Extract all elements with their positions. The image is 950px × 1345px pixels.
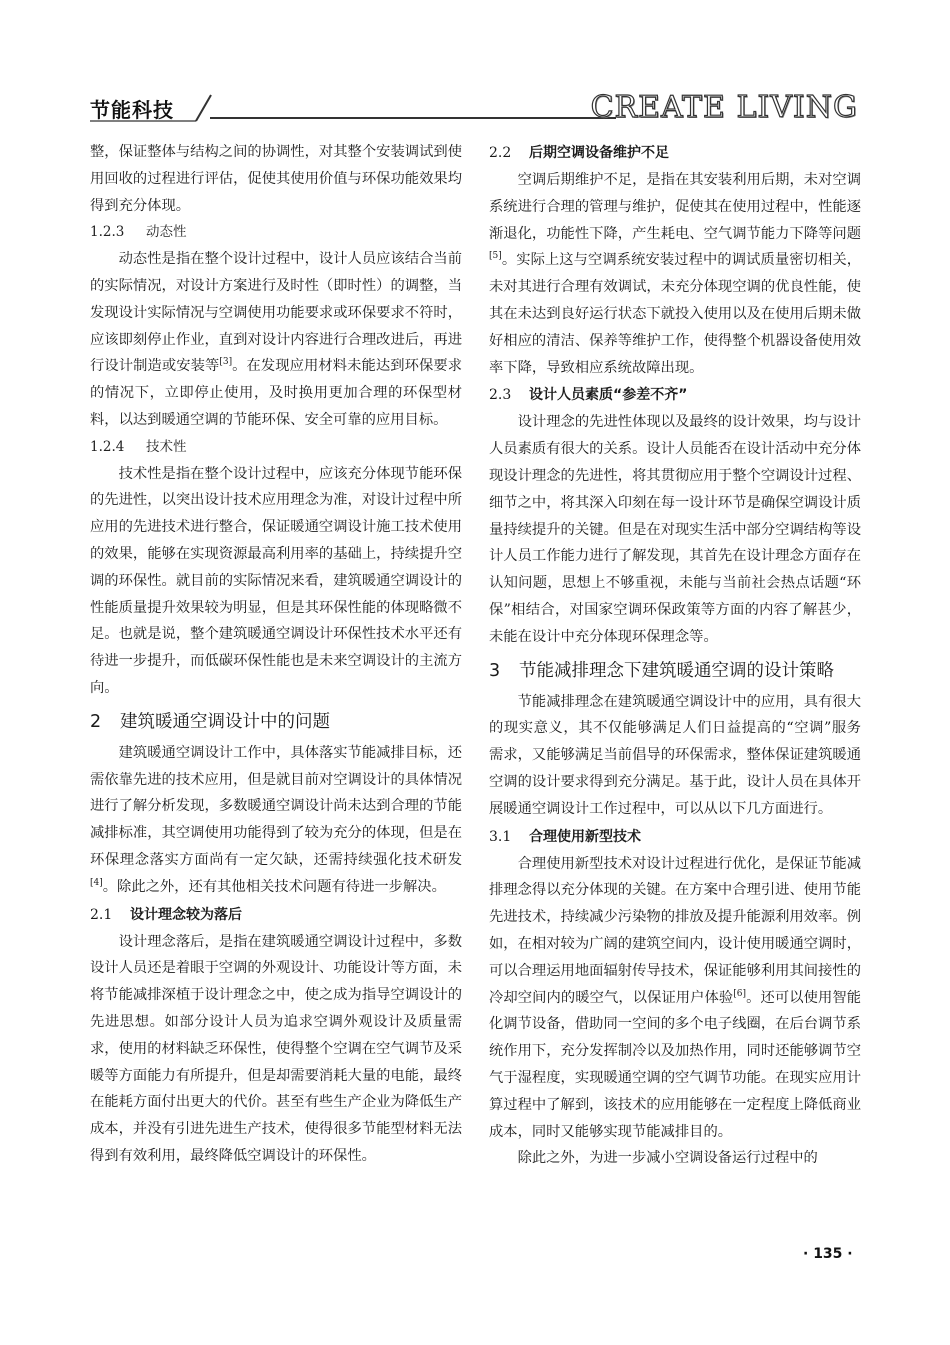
section-number: 2 [90,711,102,732]
paragraph-intro: 整，保证整体与结构之间的协调性，对其整个安装调试到使用回收的过程进行评估，促使其使用价值与环保功能效果均得到充分体现。 [90,144,462,214]
page-number: · 135 · [803,1246,853,1262]
citation: [4] [90,877,103,888]
paragraph-outdated-concept: 设计理念落后，是指在建筑暖通空调设计过程中，多数设计人员还是着眼于空调的外观设计、功能设计等方面，未将节能减排深植于设计理念之中，使之成为指导空调设计的先进思想。如部分设计人员为追求空调外观设计及质量需求，使用的材料缺乏环保性，使得整个空调在空气调节及采暖等方面能力有所提升，但是却需要消耗大量的电能，最终在能耗方面付出更大的代价。甚至有些生产企业为降低生产成本，并没有引进先进生产技术，使得很多节能型材料无法得到有效利用，最终降低空调设计的环保性。 [90,933,462,1164]
section-2-heading [90,708,462,736]
paragraph-dynamic [90,246,462,434]
journal-brand: 节能科技 [90,98,174,122]
paragraph-text: 。除此之外，还有其他相关技术问题有待进一步解决。 [102,878,446,895]
section-number: 1.2.4 [90,438,125,455]
right-column [489,139,861,1172]
paragraph-text: 合理使用新型技术对设计过程进行优化，是保证节能减排理念得以充分体现的关键。在方案中合理引进、使用节能先进技术，持续减少污染物的排放及提升能源利用效率。例如，在相对较为广阔的建筑空间内，设计使用暖通空调时，可以合理运用地面辐射传导技术，保证能够利用其间接性的冷却空间内的暖空气，以保证用户体验 [489,855,861,1006]
paragraph-strategy: 节能减排理念在建筑暖通空调设计中的应用，具有很大的现实意义，其不仅能够满足人们日益提高的“空调”服务需求，又能够满足当前倡导的环保需求，整体保证建筑暖通空调的设计要求得到充分满足。基于此，设计人员在具体开展暖通空调设计工作过程中，可以从以下几方面进行。 [489,693,861,817]
section-number: 2.2 [489,145,512,161]
section-title: 建筑暖通空调设计中的问题 [120,711,330,732]
paragraph-new-technology [489,851,861,1146]
section-title: 技术性 [146,438,187,455]
paragraph-text: 。还可以使用智能化调节设备，借助同一空间的多个电子线圈，在后台调节系统作用下，充分发挥制冷以及加热作用，同时还能够调节空气于湿程度，实现暖通空调的空气调节功能。在现实应用计算过程中了解到，该技术的应用能够在一定程度上降低商业成本，同时又能够实现节能减排目的。 [489,989,862,1140]
section-title: 设计理念较为落后 [130,906,242,923]
section-1-2-3-heading [90,219,462,246]
section-2-2-heading [489,139,861,167]
paragraph-maintenance [489,167,861,381]
section-number: 2.1 [90,906,113,923]
paragraph-designer-quality: 设计理念的先进性体现以及最终的设计效果，均与设计人员素质有很大的关系。设计人员能否在设计活动中充分体现设计理念的先进性，将其贯彻应用于整个空调设计过程、细节之中，将其深入印刻在每一设计环节是确保空调设计质量持续提升的关键。但是在对现实生活中部分空调结构等设计人员工作能力进行了解发现，其首先在设计理念方面存在认知问题，思想上不够重视，未能与当前社会热点话题“环保”相结合，对国家空调环保政策等方面的内容了解甚少，未能在设计中充分体现环保理念等。 [489,414,861,645]
section-1-2-4-heading [90,434,462,461]
section-number: 2.3 [489,387,512,404]
citation: [3] [219,357,233,368]
paragraph-text: 空调后期维护不足，是指在其安装利用后期，未对空调系统进行合理的管理与维护，促使其在使用过程中，性能逐渐退化，功能性下降，产生耗电、空气调节能力下降等问题 [489,172,861,242]
citation: [6] [733,988,747,999]
paragraph-text: 建筑暖通空调设计工作中，具体落实节能减排目标，还需依靠先进的技术应用，但是就目前对空调设计的具体情况进行了解分析发现，多数暖通空调设计尚未达到合理的节能减排标准，其空调使用功能得到了较为充分的体现，但是在环保理念落实方面尚有一定欠缺，还需持续强化技术研发 [90,744,462,868]
section-number: 3 [489,660,501,681]
section-title: 动态性 [146,224,187,241]
paragraph-continued: 除此之外，为进一步减小空调设备运行过程中的 [517,1150,818,1167]
section-2-1-heading [90,901,462,929]
section-number: 1.2.3 [90,224,125,241]
section-title: 后期空调设备维护不足 [529,145,669,161]
section-2-3-heading [489,381,861,409]
paragraph-technical: 技术性是指在整个设计过程中，应该充分体现节能环保的先进性，以突出设计技术应用理念为准，对设计过程中所应用的先进技术进行整合，保证暖通空调设计施工技术使用的效果，能够在实现资源最高利用率的基础上，持续提升空调的环保性。就目前的实际情况来看，建筑暖通空调设计的性能质量提升效果较为明显，但是其环保性能的体现略微不足。也就是说，整个建筑暖通空调设计环保性技术水平还有待进一步提升，而低碳环保性能也是未来空调设计的主流方向。 [90,465,462,696]
section-3-1-heading [489,823,861,851]
paragraph-text: 。在发现应用材料未能达到环保要求的情况下，立即停止使用，及时换用更加合理的环保型材料，以达到暖通空调的节能环保、安全可靠的应用目标。 [90,358,463,428]
section-title: 合理使用新型技术 [529,828,641,845]
paragraph-text: 。实际上这与空调系统安装过程中的调试质量密切相关，未对其进行合理有效调试，未充分体现空调的优良性能，使其在未达到良好运行状态下就投入使用以及在使用后期未做好相应的清洁、保养等维护工作，使得整个机器设备使用效率下降，导致相应系统故障出现。 [489,252,861,376]
paragraph-problems [90,740,462,901]
journal-motto: CREATE LIVING [590,90,858,125]
section-title: 设计人员素质“参差不齐” [529,387,688,404]
section-number: 3.1 [489,828,512,845]
section-title: 节能减排理念下建筑暖通空调的设计策略 [519,660,834,681]
header-rule [210,117,616,119]
left-column [90,139,462,1170]
citation: [5] [489,251,502,262]
section-3-heading [489,657,861,685]
paragraph-text: 动态性是指在整个设计过程中，设计人员应该结合当前的实际情况，对设计方案进行及时性（即时性）的调整，当发现设计实际情况与空调使用功能要求或环保要求不符时，应该即刻停止作业，直到对设计内容进行合理改进后，再进行设计制造或安装等 [90,251,462,375]
